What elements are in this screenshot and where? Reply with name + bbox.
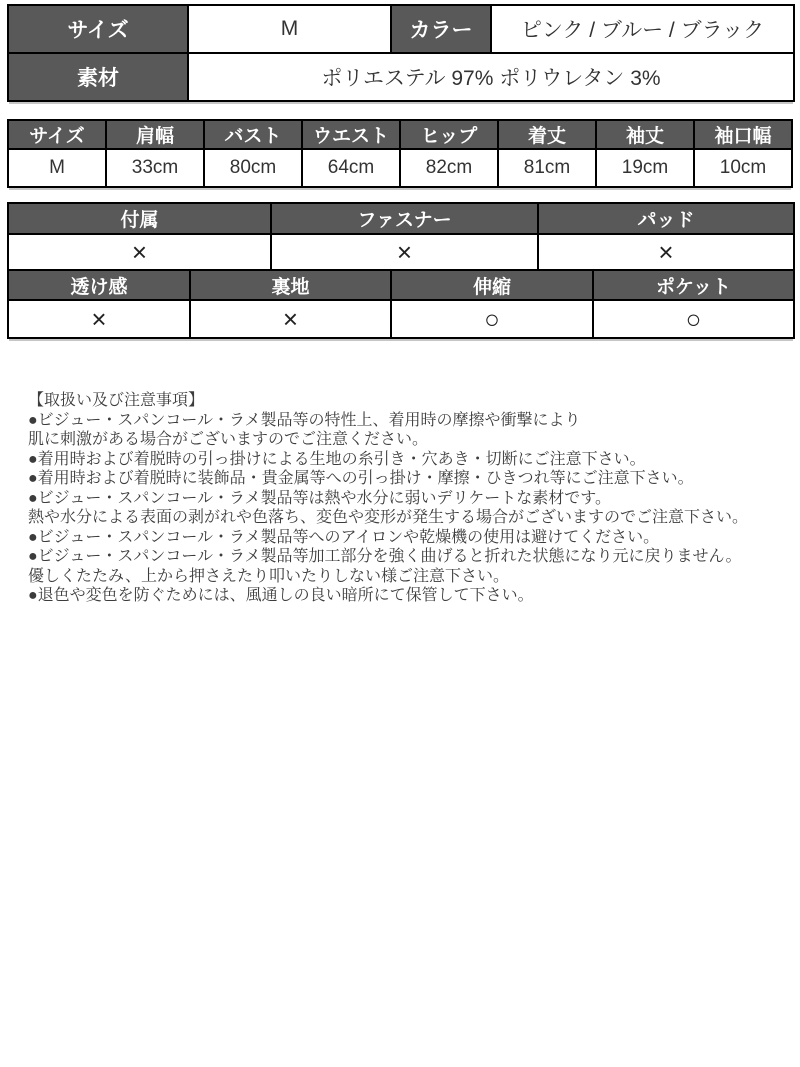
measurement-header-cell: 袖口幅 (694, 120, 792, 149)
note-line: ●ビジュー・スパンコール・ラメ製品等の特性上、着用時の摩擦や衝撃により (28, 411, 581, 429)
color-value-cell: ピンク / ブルー / ブラック (491, 5, 794, 53)
measurement-value-cell: M (8, 149, 106, 187)
feature-table-bottom (7, 269, 795, 339)
measurement-value-cell: 80cm (204, 149, 302, 187)
size-label-cell: サイズ (8, 5, 188, 53)
color-label-cell: カラー (391, 5, 491, 53)
feature-mark-cell (8, 300, 190, 338)
measurement-header-cell: 肩幅 (106, 120, 204, 149)
feature-top-header-row (8, 203, 794, 234)
info-row-size-color (8, 5, 794, 53)
feature-header-cell: パッド (538, 203, 794, 234)
feature-header-cell: ファスナー (271, 203, 538, 234)
info-table (7, 4, 795, 102)
measurement-value-cell: 81cm (498, 149, 596, 187)
measurement-value-cell: 64cm (302, 149, 400, 187)
note-line: ●退色や変色を防ぐためには、風通しの良い暗所にて保管して下さい。 (28, 587, 534, 604)
feature-mark-cell (391, 300, 593, 338)
note-line: 優しくたたみ、上から押さえたり叩いたりしない様ご注意下さい。 (28, 567, 509, 585)
cross-mark: × (658, 236, 674, 267)
measurement-header-cell: ウエスト (302, 120, 400, 149)
measurement-table (7, 119, 793, 188)
size-value-cell: M (188, 5, 391, 53)
measurement-header-cell: 袖丈 (596, 120, 694, 149)
note-line: 熱や水分による表面の剥がれや色落ち、変色や変形が発生する場合がございますのでご注意下さい。 (28, 509, 749, 526)
feature-bottom-value-row (8, 300, 794, 338)
feature-bottom-header-row (8, 270, 794, 300)
feature-header-cell: 裏地 (190, 270, 391, 300)
measurement-value-cell: 33cm (106, 149, 204, 187)
material-value-cell: ポリエステル 97% ポリウレタン 3% (188, 53, 794, 101)
measurement-value-cell: 10cm (694, 149, 792, 187)
feature-mark-cell (538, 234, 794, 270)
measurement-header-row (8, 120, 792, 149)
feature-header-cell: 透け感 (8, 270, 190, 300)
note-line: ●ビジュー・スパンコール・ラメ製品等は熱や水分に弱いデリケートな素材です。 (28, 489, 611, 507)
material-label-cell: 素材 (8, 53, 188, 101)
measurement-value-cell: 19cm (596, 149, 694, 187)
feature-header-cell: ポケット (593, 270, 794, 300)
info-row-material (8, 53, 794, 101)
measurement-header-cell: ヒップ (400, 120, 498, 149)
feature-header-cell: 伸縮 (391, 270, 593, 300)
feature-header-cell: 付属 (8, 203, 271, 234)
note-line: ●ビジュー・スパンコール・ラメ製品等加工部分を強く曲げると折れた状態になり元に戻りません。 (28, 548, 742, 565)
cross-mark: × (91, 303, 107, 334)
circle-mark: ○ (484, 303, 500, 334)
measurement-value-cell: 82cm (400, 149, 498, 187)
feature-mark-cell (593, 300, 794, 338)
feature-mark-cell (8, 234, 271, 270)
measurement-header-cell: バスト (204, 120, 302, 149)
feature-mark-cell (271, 234, 538, 270)
cross-mark: × (282, 303, 299, 334)
note-line: ●着用時および着脱時の引っ掛けによる生地の糸引き・穴あき・切断にご注意下さい。 (28, 450, 646, 468)
feature-top-value-row (8, 234, 794, 270)
cross-mark: × (131, 236, 148, 267)
feature-mark-cell (190, 300, 391, 338)
measurement-header-cell: 着丈 (498, 120, 596, 149)
note-line: ●着用時および着脱時に装飾品・貴金属等への引っ掛け・摩擦・ひきつれ等にご注意下さい。 (28, 470, 694, 487)
cross-mark: × (396, 236, 413, 267)
measurement-header-cell: サイズ (8, 120, 106, 149)
feature-table-top (7, 202, 795, 271)
note-line: ●ビジュー・スパンコール・ラメ製品等へのアイロンや乾燥機の使用は避けてください。 (28, 528, 660, 546)
circle-mark: ○ (685, 303, 702, 334)
measurement-value-row (8, 149, 792, 187)
care-notes-title: 【取扱い及び注意事項】 (28, 392, 205, 409)
note-line: 肌に刺激がある場合がございますのでご注意ください。 (28, 431, 429, 448)
care-notes (0, 391, 800, 606)
